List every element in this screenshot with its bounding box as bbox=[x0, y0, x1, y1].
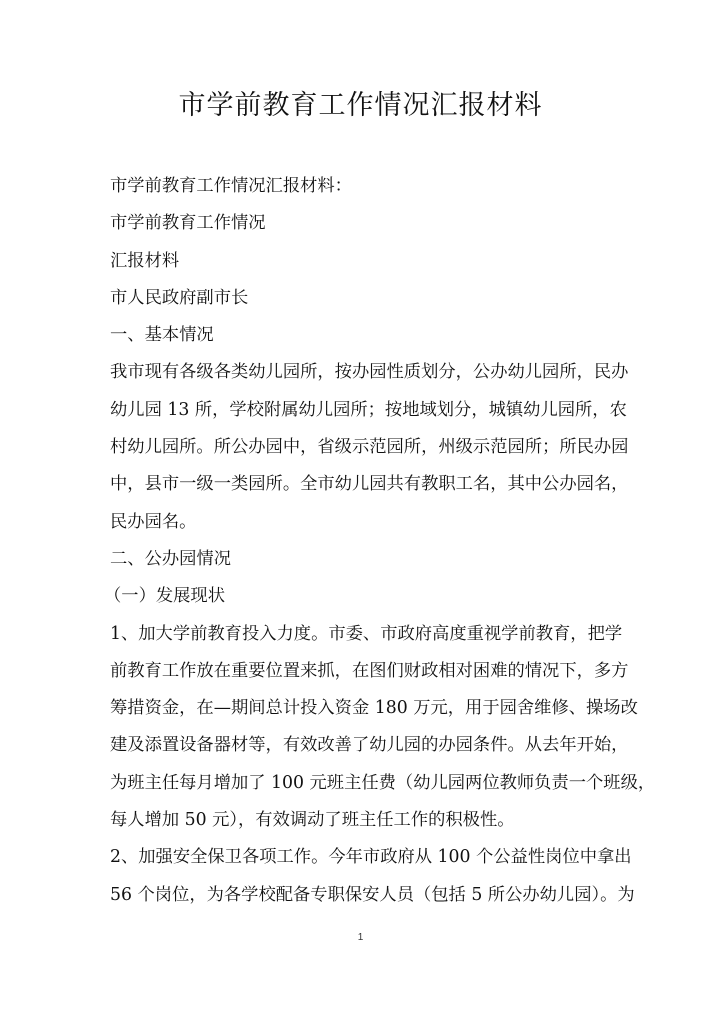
intro-line: 市学前教育工作情况汇报材料： bbox=[110, 176, 352, 196]
paragraph-line: 每人增加 50 元），有效调动了班主任工作的积极性。 bbox=[110, 810, 515, 831]
page-number: 1 bbox=[357, 932, 364, 943]
document-title: 市学前教育工作情况汇报材料 bbox=[178, 90, 543, 121]
subtitle-line: 市学前教育工作情况 bbox=[110, 213, 266, 234]
author-line: 市人民政府副市长 bbox=[110, 287, 249, 308]
subsection-heading: （一）发展现状 bbox=[104, 586, 225, 607]
paragraph-line: 前教育工作放在重要位置来抓，在图们财政相对困难的情况下，多方 bbox=[110, 660, 629, 681]
paragraph-line: 筹措资金，在—期间总计投入资金 180 万元，用于园舍维修、操场改 bbox=[110, 698, 638, 719]
subtitle-line: 汇报材料 bbox=[110, 250, 180, 271]
section-heading: 一、基本情况 bbox=[110, 325, 214, 346]
paragraph-line: 我市现有各级各类幼儿园所，按办园性质划分，公办幼儿园所，民办 bbox=[110, 362, 629, 383]
document-body bbox=[104, 168, 656, 914]
paragraph-line: 建及添置设备器材等，有效改善了幼儿园的办园条件。从去年开始， bbox=[110, 735, 629, 756]
paragraph-line: 幼儿园 13 所，学校附属幼儿园所；按地域划分，城镇幼儿园所，农 bbox=[110, 399, 627, 420]
paragraph-line: 2、加强安全保卫各项工作。今年市政府从 100 个公益性岗位中拿出 bbox=[110, 847, 632, 868]
paragraph-line: 1、加大学前教育投入力度。市委、市政府高度重视学前教育，把学 bbox=[110, 623, 623, 644]
paragraph-line: 56 个岗位，为各学校配备专职保安人员（包括 5 所公办幼儿园）。为 bbox=[110, 884, 635, 905]
paragraph-line: 为班主任每月增加了 100 元班主任费（幼儿园两位教师负责一个班级， bbox=[110, 772, 656, 793]
section-heading: 二、公办园情况 bbox=[110, 548, 231, 569]
paragraph-line: 村幼儿园所。所公办园中，省级示范园所，州级示范园所；所民办园 bbox=[110, 437, 629, 458]
paragraph-line: 中，县市一级一类园所。全市幼儿园共有教职工名，其中公办园名， bbox=[110, 474, 629, 495]
paragraph-line: 民办园名。 bbox=[110, 511, 197, 532]
